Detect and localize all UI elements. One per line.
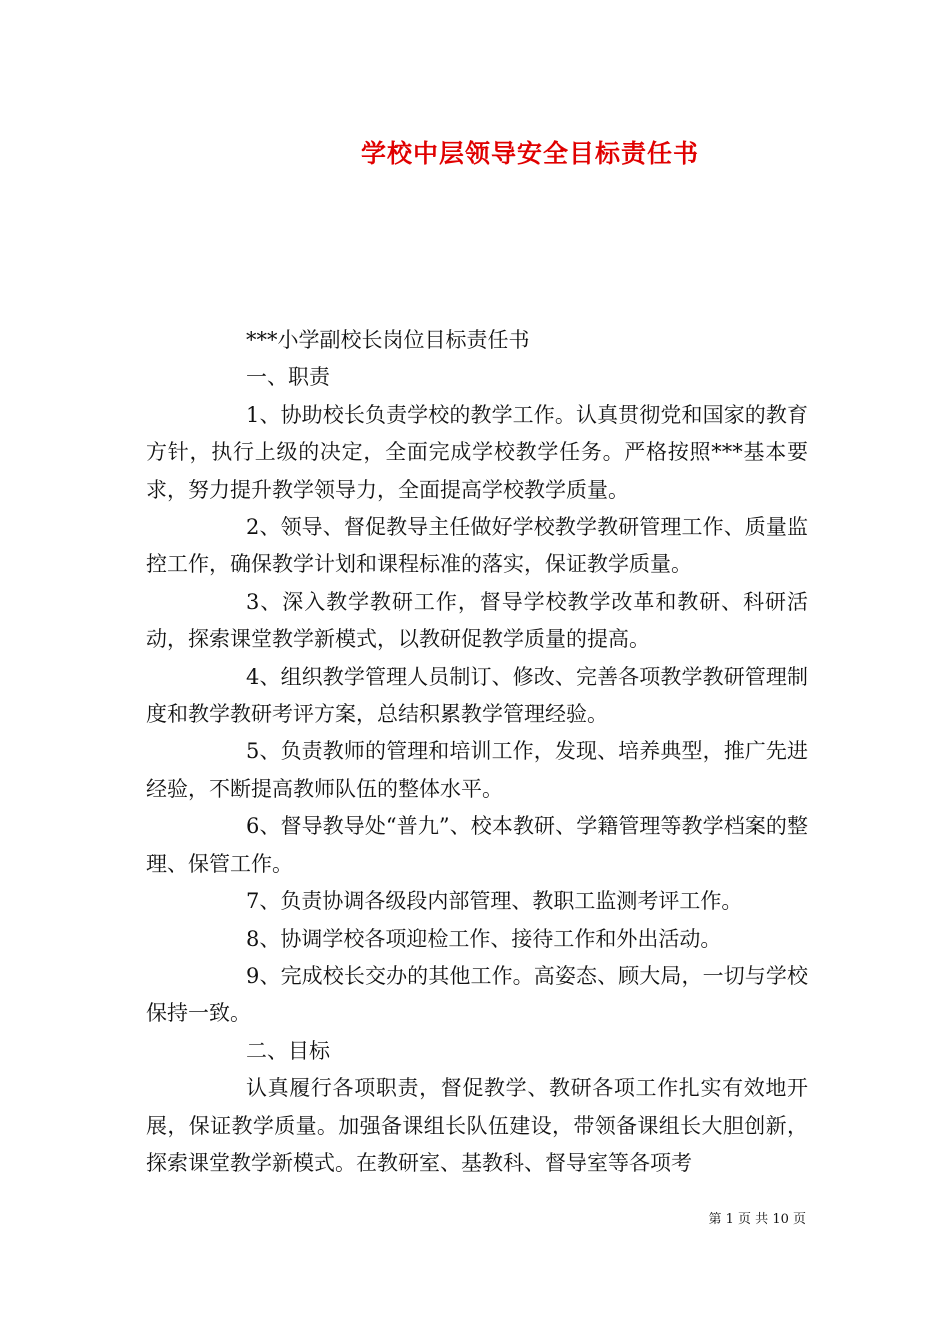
paragraph: 8、协调学校各项迎检工作、接待工作和外出活动。 [246, 926, 722, 951]
paragraph: 7、负责协调各级段内部管理、教职工监测考评工作。 [246, 889, 743, 914]
paragraph: 5、负责教师的管理和培训工作，发现、培养典型，推广先进经验，不断提高教师队伍的整体水平。 [146, 739, 808, 801]
paragraph: 1、协助校长负责学校的教学工作。认真贯彻党和国家的教育方针，执行上级的决定，全面完成学校教学任务。严格按照***基本要求，努力提升教学领导力，全面提高学校教学质量。 [146, 402, 808, 502]
paragraph: 6、督导教导处“普九”、校本教研、学籍管理等教学档案的整理、保管工作。 [146, 814, 808, 876]
page-number: 第 1 页 共 10 页 [708, 1212, 806, 1227]
section-heading: 二、目标 [246, 1038, 330, 1063]
document-body [146, 322, 808, 1182]
paragraph: 9、完成校长交办的其他工作。高姿态、顾大局，一切与学校保持一致。 [146, 963, 808, 1026]
paragraph: 4、组织教学管理人员制订、修改、完善各项教学教研管理制度和教学教研考评方案，总结积累教学管理经验。 [146, 664, 808, 727]
document-subtitle: ***小学副校长岗位目标责任书 [246, 328, 530, 352]
paragraph: 3、深入教学教研工作，督导学校教学改革和教研、科研活动，探索课堂教学新模式，以教研促教学质量的提高。 [146, 589, 808, 652]
section-heading: 一、职责 [246, 365, 330, 390]
document-title: 学校中层领导安全目标责任书 [360, 139, 699, 168]
paragraph: 认真履行各项职责，督促教学、教研各项工作扎实有效地开展，保证教学质量。加强备课组长队伍建设，带领备课组长大胆创新，探索课堂教学新模式。在教研室、基教科、督导室等各项考 [146, 1076, 808, 1175]
paragraph: 2、领导、督促教导主任做好学校教学教研管理工作、质量监控工作，确保教学计划和课程标准的落实，保证教学质量。 [146, 515, 808, 577]
